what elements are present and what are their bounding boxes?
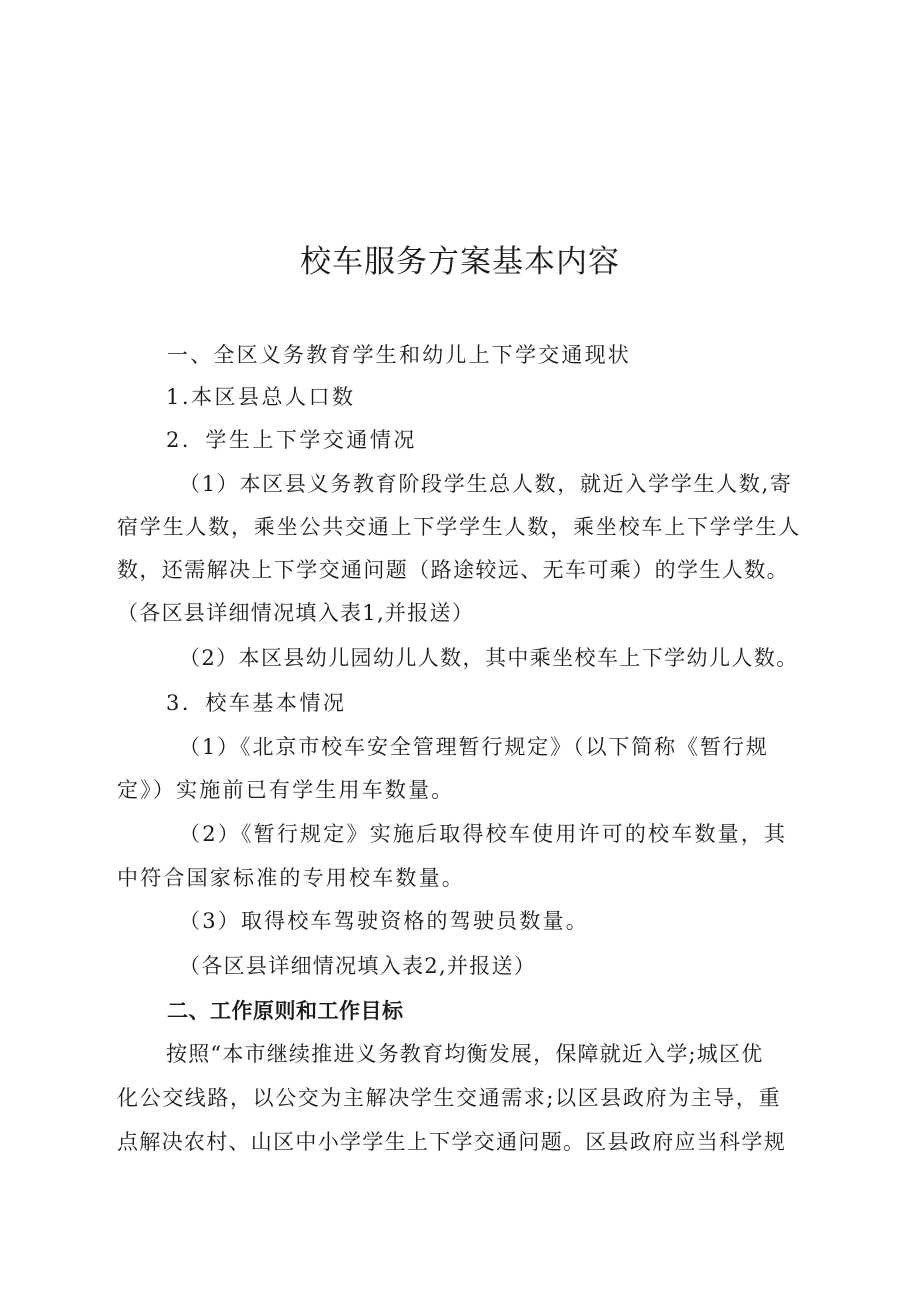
paragraph-line: 中符合国家标准的专用校车数量。 [117,866,465,890]
item-2-student-transport: 2．学生上下学交通情况 [166,428,417,452]
section-heading-1: 一、全区义务教育学生和幼儿上下学交通现状 [167,343,631,367]
paragraph-line: 按照“本市继续推进义务教育均衡发展，保障就近入学;城区优 [166,1042,764,1066]
paragraph-line: 宿学生人数，乘坐公共交通上下学学生人数，乘坐校车上下学学生人 [117,515,801,539]
note-table-1: （各区县详细情况填入表1,并报送） [117,601,475,625]
paragraph-line: （2）本区县幼儿园幼儿人数，其中乘坐校车上下学幼儿人数。 [179,646,799,670]
document-title: 校车服务方案基本内容 [300,244,620,280]
item-1-population: 1.本区县总人口数 [166,385,356,409]
paragraph-line: 点解决农村、山区中小学学生上下学交通问题。区县政府应当科学规 [117,1130,786,1154]
item-3-school-bus: 3．校车基本情况 [166,691,347,715]
paragraph-line: 数，还需解决上下学交通问题（路途较远、无车可乘）的学生人数。 [117,558,789,582]
note-table-2: （各区县详细情况填入表2,并报送） [179,954,537,978]
paragraph-line: （2）《暂行规定》实施后取得校车使用许可的校车数量，其 [179,822,788,846]
paragraph-line: 化公交线路，以公交为主解决学生交通需求;以区县政府为主导，重 [117,1086,782,1110]
paragraph-line: （1）本区县义务教育阶段学生总人数，就近入学学生人数,寄 [179,472,793,496]
section-heading-2: 二、工作原则和工作目标 [167,999,404,1023]
paragraph-line: （1）《北京市校车安全管理暂行规定》（以下简称《暂行规 [179,735,769,759]
paragraph-line: 定》）实施前已有学生用车数量。 [117,778,455,802]
paragraph-line: （3）取得校车驾驶资格的驾驶员数量。 [179,909,589,933]
